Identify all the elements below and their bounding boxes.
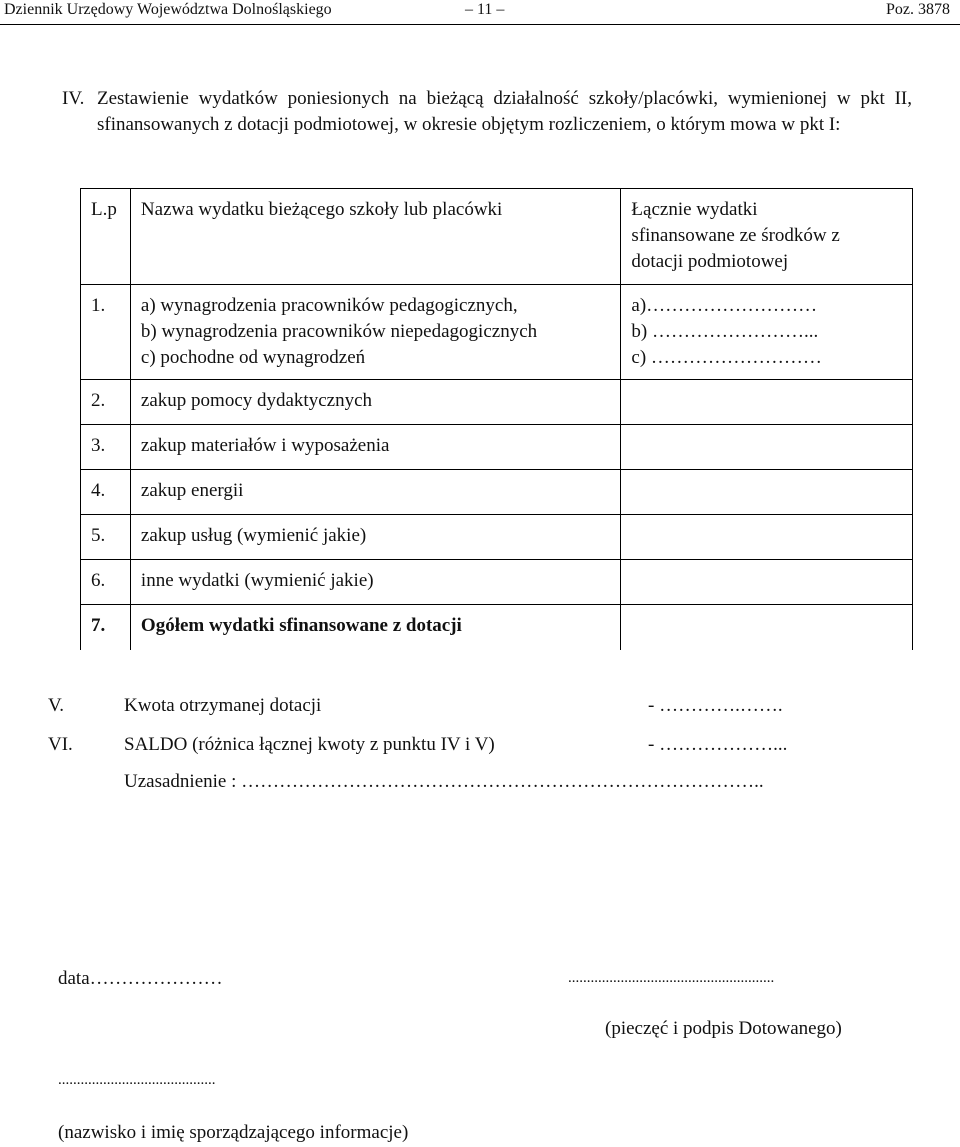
table-header-row bbox=[81, 189, 913, 285]
row-number: 7. bbox=[81, 605, 131, 650]
page-header bbox=[0, 0, 960, 25]
row-name: zakup materiałów i wyposażenia bbox=[130, 425, 621, 470]
section-v-label: Kwota otrzymanej dotacji bbox=[124, 695, 322, 716]
table-total-row bbox=[81, 605, 913, 650]
position-number: Poz. 3878 bbox=[886, 1, 950, 18]
row-salaries-values[interactable] bbox=[621, 285, 913, 380]
header-lp: L.p bbox=[81, 189, 131, 285]
name-line[interactable]: .......................................... bbox=[58, 1072, 216, 1088]
row-name: inne wydatki (wymienić jakie) bbox=[130, 560, 621, 605]
row-value-field[interactable] bbox=[621, 560, 913, 605]
balance-field[interactable]: - ………………... bbox=[648, 734, 788, 755]
section-v-number: V. bbox=[48, 695, 65, 716]
total-row-name: Ogółem wydatki sfinansowane z dotacji bbox=[130, 605, 621, 650]
row-number: 6. bbox=[81, 560, 131, 605]
row-number: 3. bbox=[81, 425, 131, 470]
row-name: zakup energii bbox=[130, 470, 621, 515]
justification-field[interactable]: Uzasadnienie : ……………………………………………………………………….. bbox=[124, 771, 764, 792]
table-row bbox=[81, 425, 913, 470]
signature-caption: (pieczęć i podpis Dotowanego) bbox=[605, 1018, 842, 1039]
section-vi bbox=[48, 733, 908, 757]
table-row bbox=[81, 380, 913, 425]
salary-value-field[interactable]: a)……………………… bbox=[631, 295, 818, 316]
row-value-field[interactable] bbox=[621, 425, 913, 470]
header-total-line: dotacji podmiotowej bbox=[631, 251, 789, 272]
table-row bbox=[81, 560, 913, 605]
header-total-line: Łącznie wydatki bbox=[631, 199, 758, 220]
signature-line[interactable]: ....................................................... bbox=[568, 970, 775, 986]
section-iv bbox=[62, 86, 912, 138]
header-expense-name: Nazwa wydatku bieżącego szkoły lub placówki bbox=[130, 189, 621, 285]
expenses-table bbox=[80, 188, 913, 650]
row-name: zakup usług (wymienić jakie) bbox=[130, 515, 621, 560]
salary-item: b) wynagrodzenia pracowników niepedagogicznych bbox=[140, 321, 538, 342]
section-vi-number: VI. bbox=[48, 734, 73, 755]
row-value-field[interactable] bbox=[621, 515, 913, 560]
date-field[interactable]: data………………… bbox=[58, 968, 223, 989]
name-caption: (nazwisko i imię sporządzającego informacje) bbox=[58, 1122, 409, 1143]
row-value-field[interactable] bbox=[621, 380, 913, 425]
row-number: 2. bbox=[81, 380, 131, 425]
salary-item: a) wynagrodzenia pracowników pedagogicznych, bbox=[140, 295, 518, 316]
section-vi-label: SALDO (różnica łącznej kwoty z punktu IV i V) bbox=[124, 734, 495, 755]
section-iv-number: IV. bbox=[62, 88, 85, 109]
row-salaries bbox=[130, 285, 621, 380]
header-total bbox=[621, 189, 913, 285]
salary-value-field[interactable]: c) ……………………… bbox=[631, 347, 822, 368]
row-name: zakup pomocy dydaktycznych bbox=[130, 380, 621, 425]
grant-amount-field[interactable]: - ………….……. bbox=[648, 695, 783, 716]
section-v bbox=[48, 694, 908, 718]
table-row bbox=[81, 470, 913, 515]
page-number: – 11 – bbox=[465, 1, 505, 18]
total-value-field[interactable] bbox=[621, 605, 913, 650]
salary-value-field[interactable]: b) ……………………... bbox=[631, 321, 819, 342]
section-iv-text: Zestawienie wydatków poniesionych na bieżącą działalność szkoły/placówki, wymienionej w pkt II, sfinansowanych z dotacji podmiotowej, w okresie objętym rozliczeniem, o którym mowa w pkt I: bbox=[97, 88, 912, 135]
journal-title: Dziennik Urzędowy Województwa Dolnośląskiego bbox=[4, 1, 332, 18]
table-row bbox=[81, 285, 913, 380]
row-number: 5. bbox=[81, 515, 131, 560]
salary-item: c) pochodne od wynagrodzeń bbox=[140, 347, 366, 368]
table-row bbox=[81, 515, 913, 560]
row-number: 1. bbox=[81, 285, 131, 380]
header-total-line: sfinansowane ze środków z bbox=[631, 225, 840, 246]
row-value-field[interactable] bbox=[621, 470, 913, 515]
row-number: 4. bbox=[81, 470, 131, 515]
